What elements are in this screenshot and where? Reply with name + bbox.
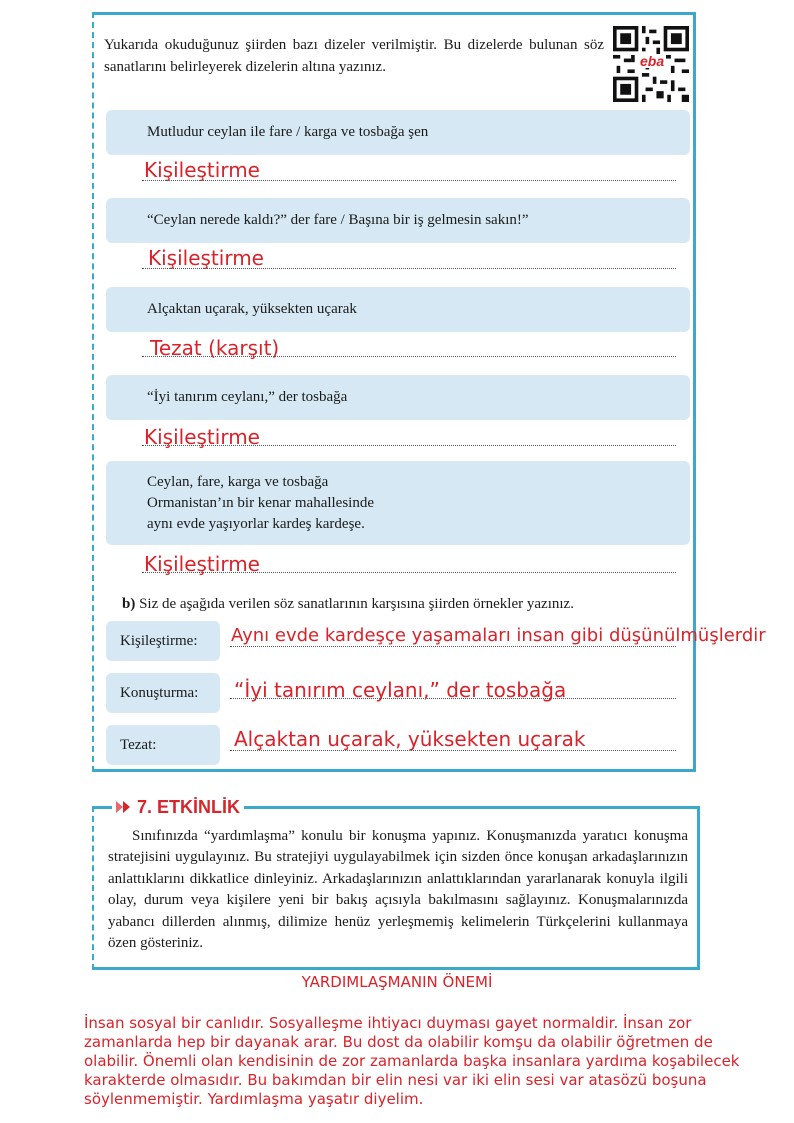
example-line[interactable] <box>230 750 676 751</box>
double-chevron-icon <box>116 801 132 813</box>
handwritten-example: “İyi tanırım ceylanı,” der tosbağa <box>234 678 567 702</box>
verse-text: “Ceylan nerede kaldı?” der fare / Başına bir iş gelmesin sakın!” <box>147 212 529 228</box>
figure-label-box: Tezat: <box>106 725 220 765</box>
verse-line: Ceylan, fare, karga ve tosbağa <box>147 473 329 490</box>
verse-line: aynı evde yaşıyorlar kardeş kardeşe. <box>147 515 365 532</box>
verse-box <box>106 198 690 243</box>
verse-text: “İyi tanırım ceylanı,” der tosbağa <box>147 389 348 405</box>
answer-line[interactable] <box>142 445 676 446</box>
verse-box <box>106 110 690 155</box>
essay-title: YARDIMLAŞMANIN ÖNEMİ <box>301 973 493 991</box>
answer-line[interactable] <box>142 180 676 181</box>
answer-line[interactable] <box>142 356 676 357</box>
handwritten-answer: Tezat (karşıt) <box>150 336 280 360</box>
verse-box <box>106 287 690 332</box>
handwritten-answer: Kişileştirme <box>144 425 260 449</box>
part-b-letter: b) <box>122 596 136 612</box>
handwritten-answer: Kişileştirme <box>144 552 260 576</box>
part-b-instruction <box>122 594 574 614</box>
activity-title-text: 7. ETKİNLİK <box>137 797 241 817</box>
example-line[interactable] <box>230 646 676 647</box>
handwritten-example: Alçaktan uçarak, yüksekten uçarak <box>234 727 586 751</box>
figure-label-box: Kişileştirme: <box>106 621 220 661</box>
eba-logo: eba <box>640 53 665 69</box>
activity-text: Sınıfınızda “yardımlaşma” konulu bir konuşma yapınız. Konuşmanızda yaratıcı konuşma stratejisini uygulayınız. Bu stratejiyi uygulayabilmek için sizden önce konuşan arkadaşlarınızın anlattıklarını dikkatlice dinleyiniz. Arkadaşlarınızın anlattıklarından yararlanarak konuyla ilgili olay, durum veya kişilere yeni bir bakış açısıyla bakılmasını sağlayınız. Konuşmalarınızda yabancı dillerden alınmış, dilimize henüz yerleşmemiş kelimelerin Türkçelerini kullanmaya özen gösteriniz. <box>108 828 688 952</box>
essay-text: İnsan sosyal bir canlıdır. Sosyalleşme ihtiyacı duyması gayet normaldir. İnsan zor zamanlarda hep bir dayanak arar. Bu dost da olabilir komşu da olabilir öğretmen de olabilir. Önemli olan kendisinin de zor zamanlarda başka insanlara yardıma koşabilecek karakterde olmasıdır. Bu bakımdan bir elin nesi var iki elin sesi var atasözü boşuna söylenmemiştir. Yardımlaşma yaşatır diyelim. <box>84 1014 740 1108</box>
verse-box <box>106 461 690 545</box>
figure-label-box: Konuşturma: <box>106 673 220 713</box>
answer-line[interactable] <box>142 572 676 573</box>
answer-line[interactable] <box>142 268 676 269</box>
part-a-instruction: Yukarıda okuduğunuz şiirden bazı dizeler verilmiştir. Bu dizelerde bulunan söz sanatlarını belirleyerek dizelerin altına yazınız. <box>104 37 604 75</box>
verse-line: Ormanistan’ın bir kenar mahallesinde <box>147 494 375 511</box>
part-b-text: Siz de aşağıda verilen söz sanatlarının karşısına şiirden örnekler yazınız. <box>139 596 574 612</box>
verse-text: Alçaktan uçarak, yüksekten uçarak <box>147 301 357 317</box>
handwritten-answer: Kişileştirme <box>144 158 260 182</box>
activity-title <box>112 797 244 817</box>
handwritten-answer: Kişileştirme <box>148 246 264 270</box>
example-line[interactable] <box>230 698 676 699</box>
verse-text: Mutludur ceylan ile fare / karga ve tosbağa şen <box>147 124 429 140</box>
handwritten-example: Aynı evde kardeşçe yaşamaları insan gibi düşünülmüşlerdir <box>231 625 766 646</box>
verse-box <box>106 375 690 420</box>
